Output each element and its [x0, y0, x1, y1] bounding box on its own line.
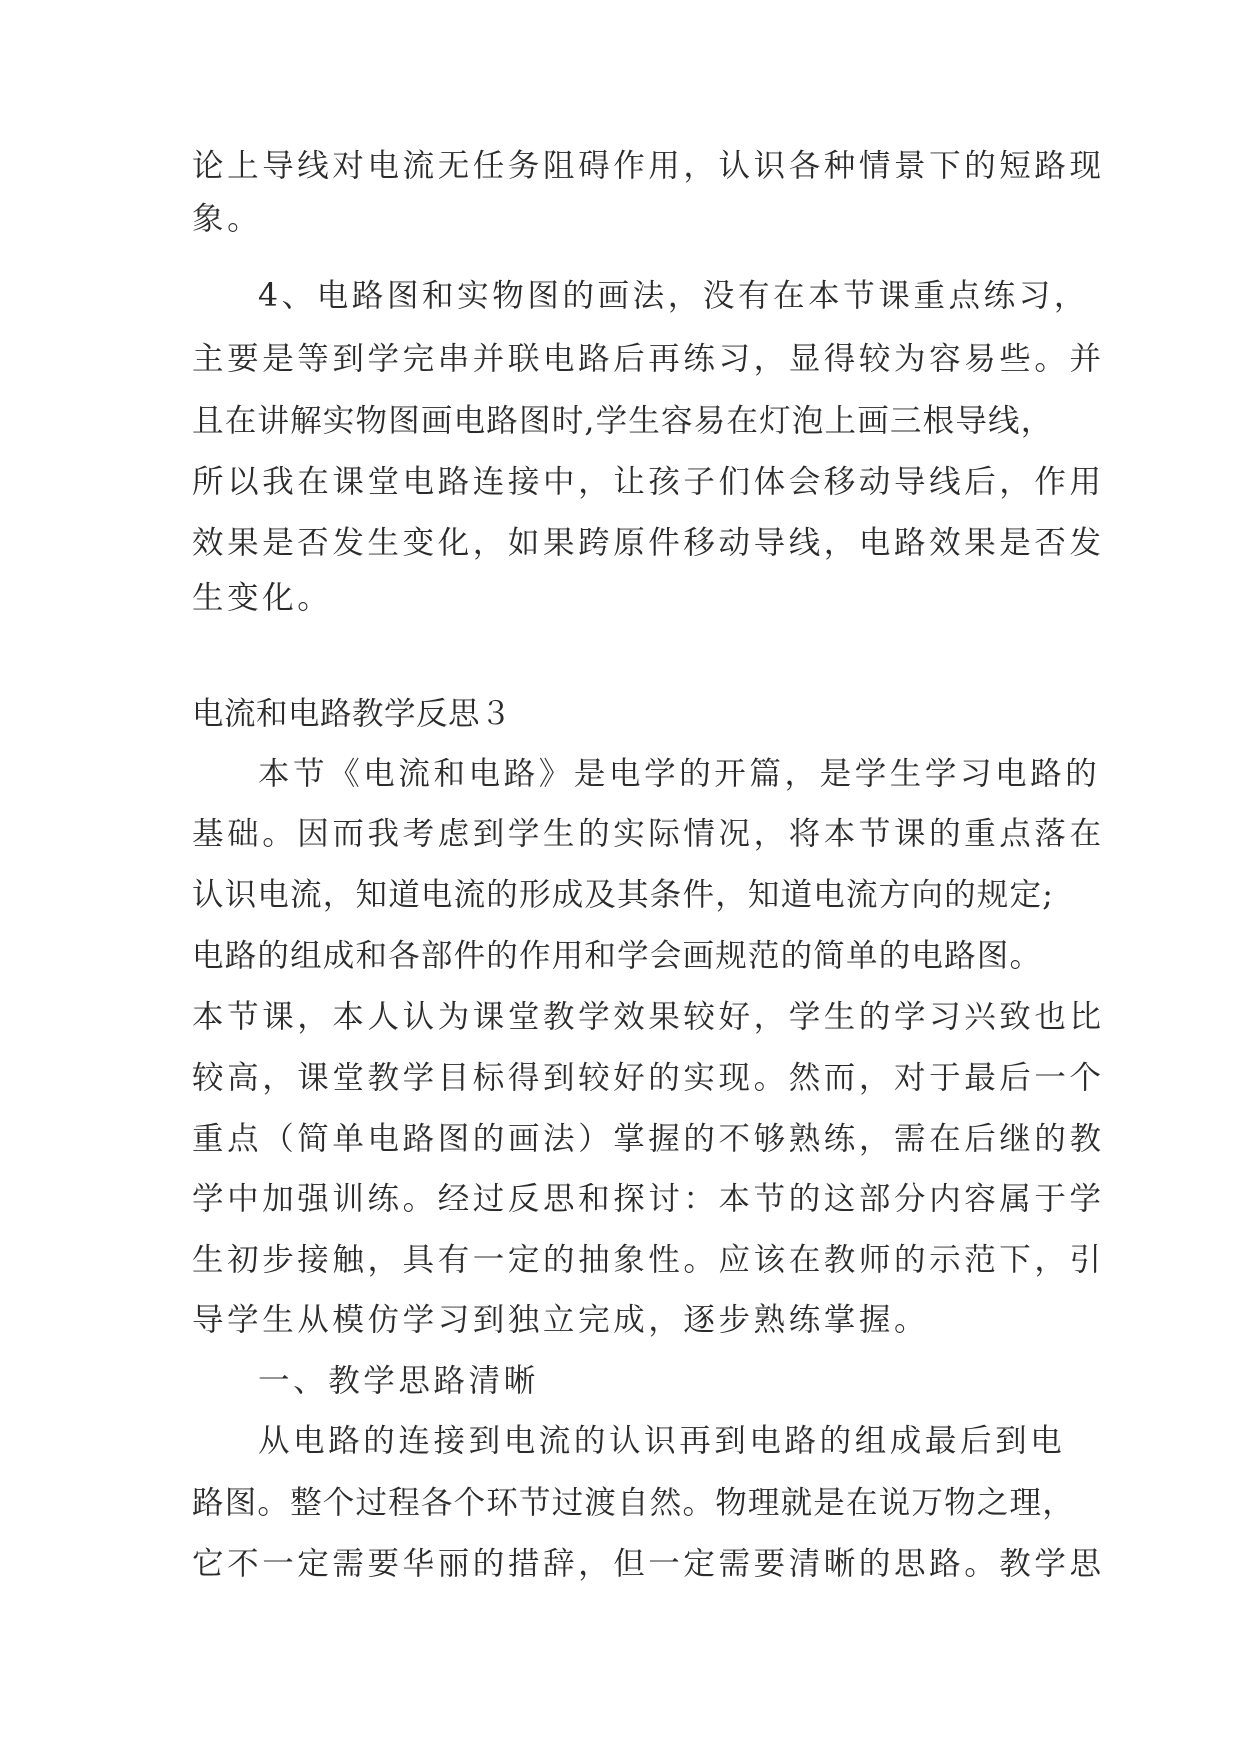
text-line: 导学生从模仿学习到独立完成，逐步熟练掌握。: [192, 1302, 930, 1338]
text-line: 所以我在课堂电路连接中，让孩子们体会移动导线后，作用: [192, 464, 1105, 500]
text-line: 路图。整个过程各个环节过渡自然。物理就是在说万物之理，: [192, 1485, 1075, 1521]
section-heading: 电流和电路教学反思３: [192, 696, 513, 732]
text-line: 效果是否发生变化，如果跨原件移动导线，电路效果是否发: [192, 525, 1105, 561]
text-line: 4、电路图和实物图的画法，没有在本节课重点练习，: [258, 278, 1089, 314]
text-line: 重点（简单电路图的画法）掌握的不够熟练，需在后继的教: [192, 1121, 1105, 1157]
text-line: 从电路的连接到电流的认识再到电路的组成最后到电: [258, 1423, 1066, 1459]
text-line: 象。: [192, 201, 263, 237]
text-line: 它不一定需要华丽的措辞，但一定需要清晰的思路。教学思: [192, 1546, 1105, 1582]
text-line: 生变化。: [192, 580, 333, 616]
text-line: 本节《电流和电路》是电学的开篇，是学生学习电路的: [258, 756, 1101, 792]
text-line: 认识电流，知道电流的形成及其条件，知道电流方向的规定;: [192, 877, 1055, 913]
text-line: 电路的组成和各部件的作用和学会画规范的简单的电路图。: [192, 938, 1043, 974]
text-line: 基础。因而我考虑到学生的实际情况，将本节课的重点落在: [192, 816, 1105, 852]
text-line: 且在讲解实物图画电路图时,学生容易在灯泡上画三根导线，: [192, 403, 1054, 439]
text-line: 本节课，本人认为课堂教学效果较好，学生的学习兴致也比: [192, 999, 1105, 1035]
text-line: 主要是等到学完串并联电路后再练习，显得较为容易些。并: [192, 341, 1105, 377]
text-line: 较高，课堂教学目标得到较好的实现。然而，对于最后一个: [192, 1060, 1105, 1096]
text-line: 论上导线对电流无任务阻碍作用，认识各种情景下的短路现: [192, 148, 1105, 184]
subsection-heading: 一、教学思路清晰: [258, 1363, 539, 1399]
text-line: 学中加强训练。经过反思和探讨：本节的这部分内容属于学: [192, 1181, 1105, 1217]
text-line: 生初步接触，具有一定的抽象性。应该在教师的示范下，引: [192, 1242, 1105, 1278]
